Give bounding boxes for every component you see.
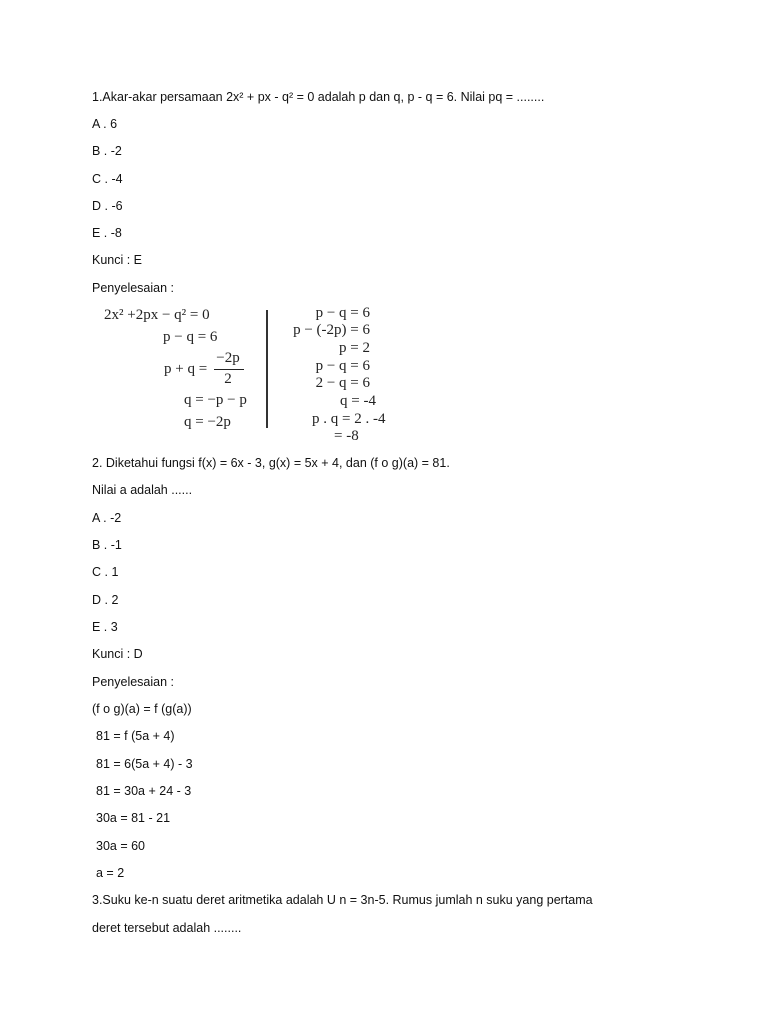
- q2-solution-label: Penyelesaian :: [92, 675, 175, 689]
- q1-option-a: A . 6: [92, 117, 118, 131]
- q2-step-6: 30a = 60: [96, 839, 146, 853]
- q2-question-line2: Nilai a adalah ......: [92, 483, 193, 497]
- q1-fraction-bar: [214, 369, 244, 370]
- q1-solution-divider: [266, 310, 268, 428]
- q2-answer-key: Kunci : D: [92, 647, 143, 661]
- q1-left-line1: 2x² +2px − q² = 0: [104, 307, 210, 323]
- q1-left-line4: q = −p − p: [184, 392, 247, 408]
- q1-option-b: B . -2: [92, 144, 122, 158]
- q1-left-line5: q = −2p: [184, 414, 231, 430]
- q1-right-line4: p − q = 6: [315, 358, 370, 374]
- q2-option-b: B . -1: [92, 538, 122, 552]
- q3-question-line2: deret tersebut adalah ........: [92, 921, 242, 935]
- q1-right-line8: = -8: [334, 428, 359, 444]
- q1-right-line3: p = 2: [339, 340, 370, 356]
- q2-option-a: A . -2: [92, 511, 122, 525]
- q1-left-fraction: [212, 350, 246, 390]
- q1-solution-label: Penyelesaian :: [92, 281, 175, 295]
- q1-right-line6: q = -4: [340, 393, 376, 409]
- q2-option-d: D . 2: [92, 593, 119, 607]
- q2-step-1: (f o g)(a) = f (g(a)): [92, 702, 192, 716]
- q1-right-line5: 2 − q = 6: [315, 375, 370, 391]
- q1-answer-key: Kunci : E: [92, 253, 143, 267]
- q2-step-4: 81 = 30a + 24 - 3: [96, 784, 192, 798]
- q1-left-line3: p + q =: [164, 361, 208, 377]
- q1-option-e: E . -8: [92, 226, 122, 240]
- q1-question: 1.Akar-akar persamaan 2x² + px - q² = 0 adalah p dan q, p - q = 6. Nilai pq = ........: [92, 90, 545, 104]
- q2-step-7: a = 2: [96, 866, 125, 880]
- q1-right-line2: p − (-2p) = 6: [293, 322, 370, 338]
- q2-step-5: 30a = 81 - 21: [96, 811, 171, 825]
- q1-fraction-denominator: 2: [224, 371, 232, 387]
- q2-step-3: 81 = 6(5a + 4) - 3: [96, 757, 193, 771]
- q2-option-c: C . 1: [92, 565, 119, 579]
- q1-fraction-numerator: −2p: [216, 350, 240, 366]
- q2-step-2: 81 = f (5a + 4): [96, 729, 175, 743]
- q1-right-line1: p − q = 6: [315, 305, 370, 321]
- q1-option-c: C . -4: [92, 172, 123, 186]
- q1-left-line2: p − q = 6: [163, 329, 218, 345]
- q1-right-line7: p . q = 2 . -4: [312, 411, 386, 427]
- q2-option-e: E . 3: [92, 620, 118, 634]
- q2-question: 2. Diketahui fungsi f(x) = 6x - 3, g(x) = 5x + 4, dan (f o g)(a) = 81.: [92, 456, 450, 470]
- q1-option-d: D . -6: [92, 199, 123, 213]
- q3-question: 3.Suku ke-n suatu deret aritmetika adalah U n = 3n-5. Rumus jumlah n suku yang pertama: [92, 893, 593, 907]
